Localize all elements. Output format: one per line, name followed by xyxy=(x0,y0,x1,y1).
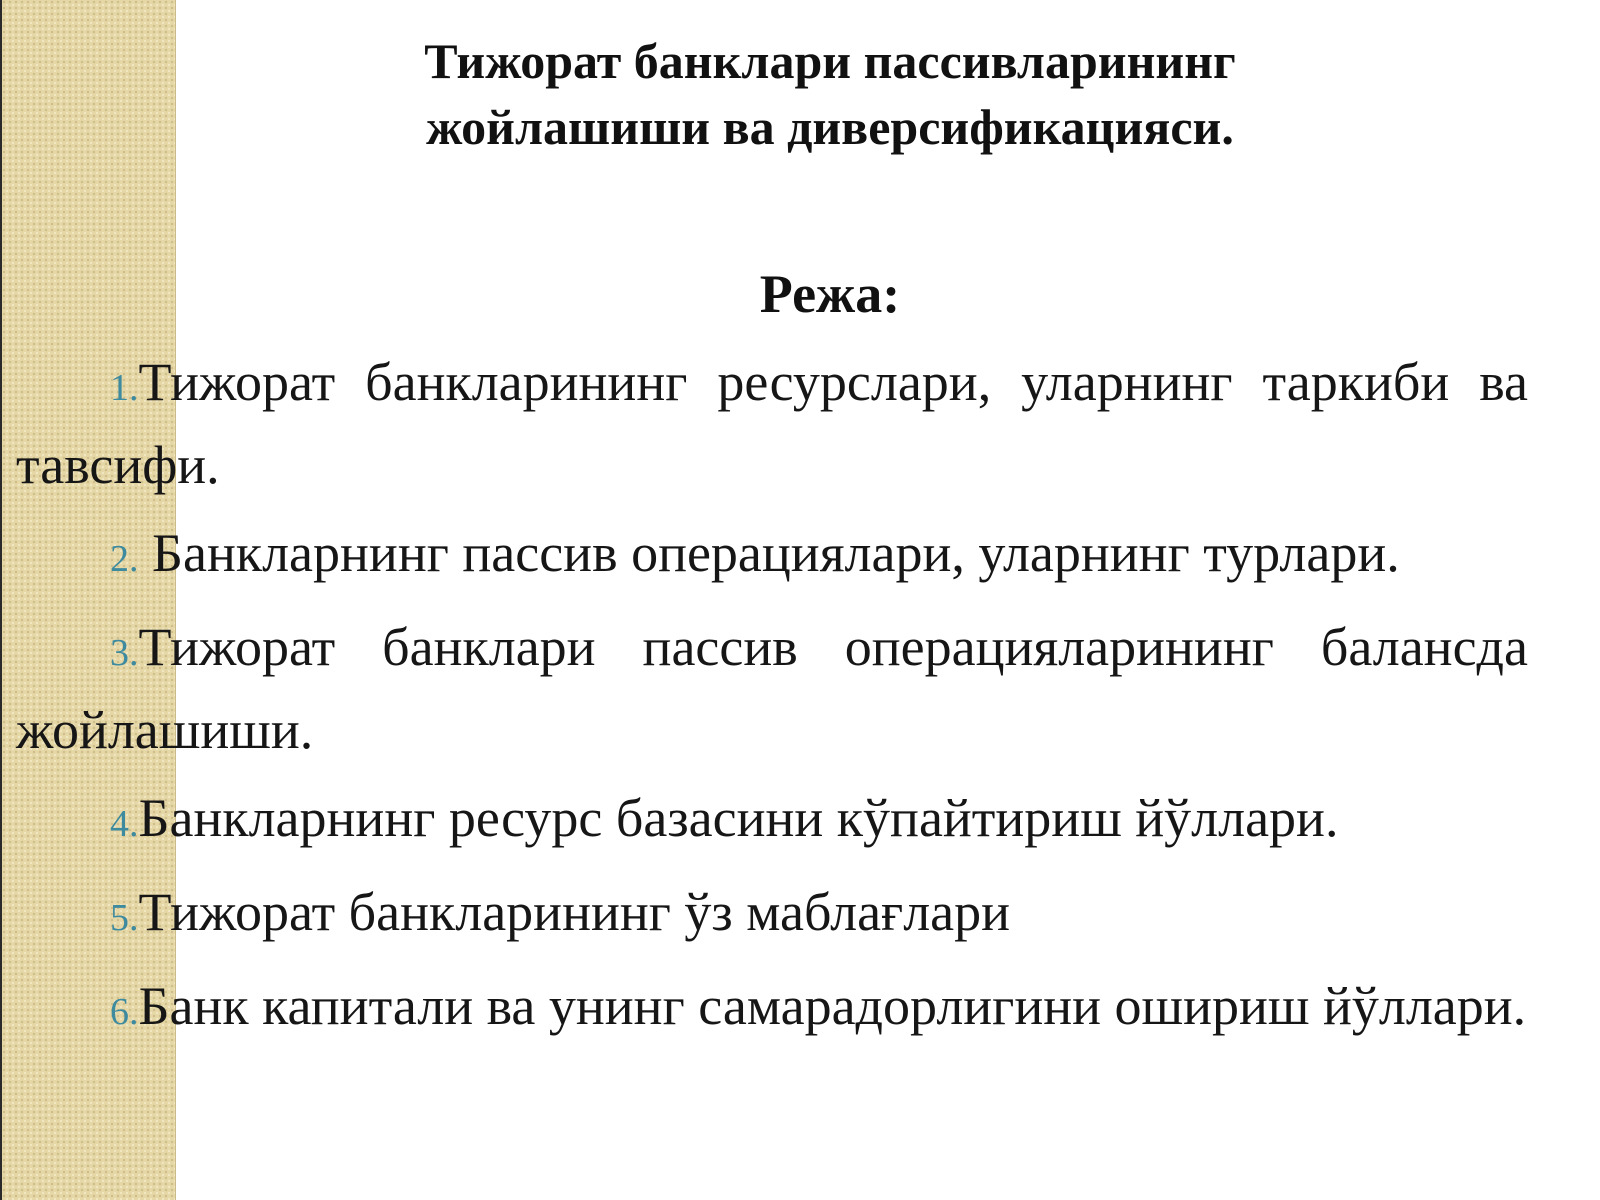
slide-title-line-1: Тижорат банклари пассивларининг xyxy=(424,33,1236,89)
plan-item-number: 5. xyxy=(110,897,139,939)
plan-item-text: Тижорат банкларининг ўз маблағлари xyxy=(138,882,1011,942)
slide-title xyxy=(300,28,1360,160)
plan-item-4 xyxy=(16,780,1528,863)
plan-item-3 xyxy=(16,609,1528,769)
plan-item-5 xyxy=(16,874,1528,957)
plan-list xyxy=(16,344,1528,1062)
plan-item-number: 1. xyxy=(110,367,139,409)
plan-item-text: Тижорат банклари пассив операцияларининг балансда жойлашиши. xyxy=(16,617,1528,760)
plan-item-number: 2. xyxy=(110,538,139,580)
plan-item-text: Банкларнинг пассив операциялари, уларнинг турлари. xyxy=(138,523,1400,583)
plan-item-number: 4. xyxy=(110,803,139,845)
slide-title-line-2: жойлашиши ва диверсификацияси. xyxy=(426,99,1234,155)
plan-item-text: Банк капитали ва унинг самарадорлигини ошириш йўллари. xyxy=(138,976,1527,1036)
plan-item-1 xyxy=(16,344,1528,504)
plan-heading: Режа: xyxy=(759,264,901,324)
plan-item-text: Тижорат банкларининг ресурслари, уларнинг таркиби ва тавсифи. xyxy=(16,352,1528,495)
plan-item-2 xyxy=(16,515,1528,598)
plan-item-6 xyxy=(16,968,1528,1051)
plan-item-text: Банкларнинг ресурс базасини кўпайтириш йўллари. xyxy=(138,788,1339,848)
plan-item-number: 6. xyxy=(110,991,139,1033)
plan-item-number: 3. xyxy=(110,632,139,674)
